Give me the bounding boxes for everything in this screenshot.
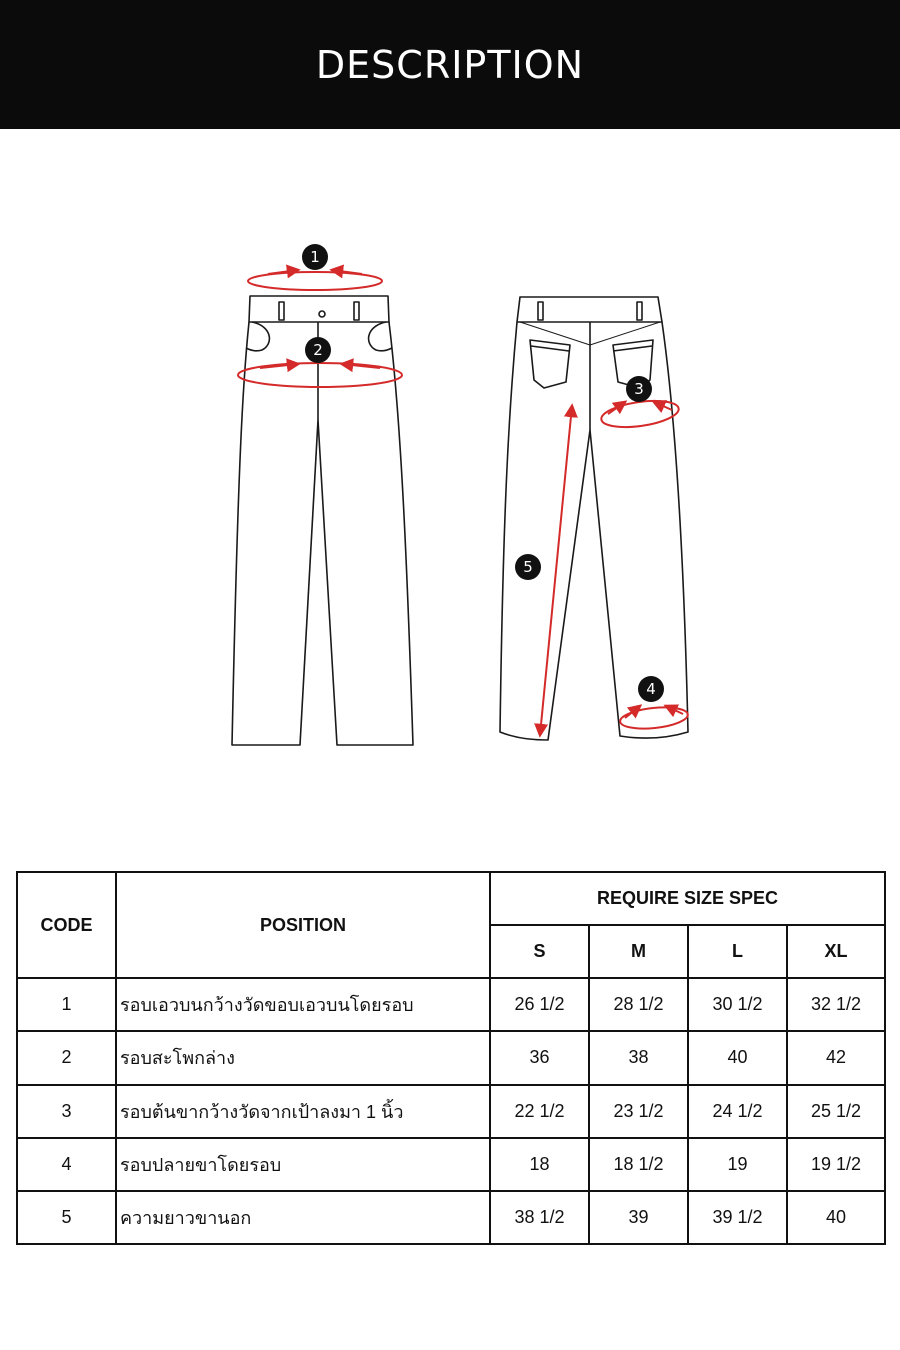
row-value-s: 36 xyxy=(490,1031,589,1084)
front-belt-loop-right xyxy=(354,302,359,320)
row-value-m: 28 1/2 xyxy=(589,978,688,1031)
row-code: 4 xyxy=(17,1138,116,1191)
hip-measure-ring xyxy=(238,363,402,387)
row-value-l: 39 1/2 xyxy=(688,1191,787,1244)
row-position: รอบปลายขาโดยรอบ xyxy=(116,1138,490,1191)
size-m-header: M xyxy=(589,925,688,978)
measurement-diagram xyxy=(0,129,900,829)
svg-text:1: 1 xyxy=(310,248,320,266)
row-position: รอบต้นขากว้างวัดจากเป้าลงมา 1 นิ้ว xyxy=(116,1085,490,1138)
back-belt-loop-right xyxy=(637,302,642,320)
marker-4 xyxy=(638,676,664,702)
marker-2 xyxy=(305,337,331,363)
row-value-m: 18 1/2 xyxy=(589,1138,688,1191)
header-bar xyxy=(0,0,900,129)
marker-5 xyxy=(515,554,541,580)
row-code: 1 xyxy=(17,978,116,1031)
row-value-s: 18 xyxy=(490,1138,589,1191)
page-title: DESCRIPTION xyxy=(315,42,585,87)
row-value-l: 40 xyxy=(688,1031,787,1084)
size-l-header: L xyxy=(688,925,787,978)
row-value-xl: 19 1/2 xyxy=(787,1138,885,1191)
row-value-l: 19 xyxy=(688,1138,787,1191)
svg-text:4: 4 xyxy=(646,680,656,698)
row-value-m: 38 xyxy=(589,1031,688,1084)
position-header: POSITION xyxy=(116,872,490,978)
size-xl-header: XL xyxy=(787,925,885,978)
row-value-s: 26 1/2 xyxy=(490,978,589,1031)
svg-text:3: 3 xyxy=(634,380,644,398)
front-button xyxy=(319,311,325,317)
row-code: 3 xyxy=(17,1085,116,1138)
size-spec-table xyxy=(16,871,886,1245)
svg-text:2: 2 xyxy=(313,341,323,359)
front-pocket-right xyxy=(369,322,392,351)
marker-3 xyxy=(626,376,652,402)
row-position: รอบสะโพกล่าง xyxy=(116,1031,490,1084)
marker-1 xyxy=(302,244,328,270)
hem-measure-ring xyxy=(619,705,689,732)
back-outline xyxy=(500,322,688,740)
row-value-xl: 42 xyxy=(787,1031,885,1084)
row-value-l: 30 1/2 xyxy=(688,978,787,1031)
pants-illustration xyxy=(0,129,900,829)
row-value-m: 23 1/2 xyxy=(589,1085,688,1138)
size-spec-header: REQUIRE SIZE SPEC xyxy=(490,872,885,925)
size-s-header: S xyxy=(490,925,589,978)
table-row xyxy=(17,1085,885,1138)
code-header: CODE xyxy=(17,872,116,978)
measurement-arrows xyxy=(238,270,689,735)
row-value-l: 24 1/2 xyxy=(688,1085,787,1138)
row-value-m: 39 xyxy=(589,1191,688,1244)
table-row xyxy=(17,978,885,1031)
front-outline xyxy=(232,322,413,745)
front-pocket-left xyxy=(246,322,269,351)
row-code: 5 xyxy=(17,1191,116,1244)
table-row xyxy=(17,1031,885,1084)
back-belt-loop-left xyxy=(538,302,543,320)
row-code: 2 xyxy=(17,1031,116,1084)
row-position: ความยาวขานอก xyxy=(116,1191,490,1244)
svg-text:5: 5 xyxy=(523,558,533,576)
front-belt-loop-left xyxy=(279,302,284,320)
table-row xyxy=(17,1191,885,1244)
table-row xyxy=(17,1138,885,1191)
row-value-s: 22 1/2 xyxy=(490,1085,589,1138)
front-waistband xyxy=(249,296,389,322)
row-value-xl: 25 1/2 xyxy=(787,1085,885,1138)
row-value-xl: 32 1/2 xyxy=(787,978,885,1031)
back-pants-view xyxy=(500,297,688,740)
table-header-row xyxy=(17,872,885,925)
row-value-xl: 40 xyxy=(787,1191,885,1244)
row-value-s: 38 1/2 xyxy=(490,1191,589,1244)
row-position: รอบเอวบนกว้างวัดขอบเอวบนโดยรอบ xyxy=(116,978,490,1031)
